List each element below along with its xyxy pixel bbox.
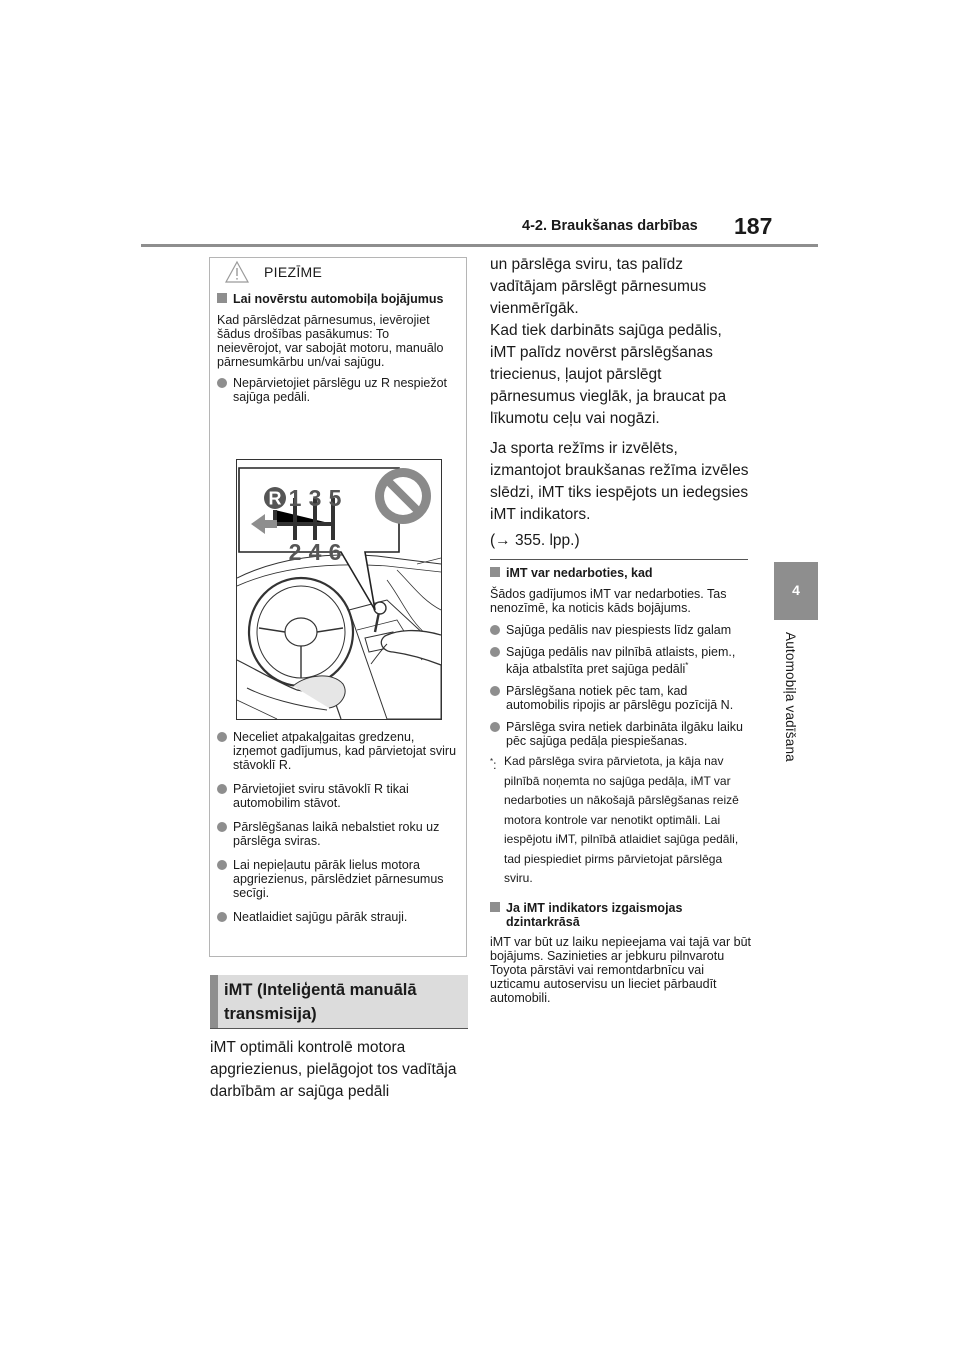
footnote-mark: * (490, 757, 494, 767)
list-item: Pārslēgšana notiek pēc tam, kad automobilis ripojis ar pārslēgu pozīcijā N. (490, 684, 752, 712)
chapter-tab-number: 4 (792, 582, 800, 598)
amber-indicator-body: iMT var būt uz laiku nepieejama vai tajā var būt bojājums. Sazinieties ar jebkuru pilnvarotu Toyota pārstāvi vai remontdarbnīcu vai uzticamu autoservisu un lieciet pārbaudīt automobili. (490, 934, 752, 1005)
notice-bullet: Nepārvietojiet pārslēgu uz R nespiežot sajūga pedāli. (217, 376, 457, 404)
square-bullet-icon (490, 902, 500, 912)
subsection-heading: iMT var nedarboties, kad (490, 566, 752, 580)
notice-bullet: Lai nepieļautu pārāk lielus motora apgriezienus, pārslēdziet pārnesumus secīgi. (217, 858, 459, 900)
gear-label-5: 5 (328, 485, 342, 511)
gear-shift-illustration (236, 459, 442, 720)
circle-bullet-icon (490, 647, 500, 657)
circle-bullet-icon (490, 686, 500, 696)
gear-label-2: 2 (288, 539, 302, 565)
notice-header (210, 258, 466, 288)
gear-label-1: 1 (288, 485, 302, 511)
section-body-sport-mode: Ja sporta režīms ir izvēlēts, izmantojot braukšanas režīma izvēles slēdzi, iMT tiks iespējots un iedegsies iMT indikators. (490, 440, 749, 523)
header-divider (141, 244, 818, 247)
section-body-continued: un pārslēga sviru, tas palīdz vadītājam pārslēgt pārnesumus vienmērīgāk. (490, 256, 707, 317)
circle-bullet-icon (217, 912, 227, 922)
notice-subheading: Lai novērstu automobiļa bojājumus (217, 292, 457, 306)
list-item: Pārslēga svira netiek darbināta ilgāku laiku pēc sajūga pedāļa piespiešanas. (490, 720, 752, 748)
gear-shift-drawing (237, 460, 441, 719)
notice-bullet: Neceliet atpakaļgaitas gredzenu, izņemot gadījumus, kad pārvietojat sviru stāvoklī R. (217, 730, 459, 772)
section-title: iMT (Inteliģentā manuālā transmisija) (224, 981, 417, 1023)
notice-bullet: Pārslēgšanas laikā nebalstiet roku uz pārslēga sviras. (217, 820, 459, 848)
section-header: 4-2. Braukšanas darbības (522, 218, 698, 234)
circle-bullet-icon (217, 822, 227, 832)
chapter-tab-label: Automobiļa vadīšana (783, 632, 798, 762)
notice-bullet: Pārvietojiet sviru stāvoklī R tikai automobilim stāvot. (217, 782, 459, 810)
square-bullet-icon (490, 567, 500, 577)
square-bullet-icon (217, 293, 227, 303)
footnote: *: Kad pārslēga svira pārvietota, ja kāja nav pilnībā noņemta no sajūga pedāļa, iMT var nedarboties un nākošajā pārslēgšanas reizē motora kontrole var nenotikt optimāli. Lai iespējotu iMT, pilnībā atlaidiet sajūga pedāli, tad piespiediet pirms pārvietojat pārslēga sviru. (490, 754, 739, 886)
subsection-intro: Šādos gadījumos iMT var nedarboties. Tas nenozīmē, ka noticis kāds bojājums. (490, 587, 727, 615)
subsection-heading: Ja iMT indikators izgaismojas dzintarkrāsā (490, 901, 752, 929)
circle-bullet-icon (217, 860, 227, 870)
page-number: 187 (734, 213, 773, 239)
section-body-left: iMT optimāli kontrolē motora apgriezienus, pielāgojot tos vadītāja darbībām ar sajūga pedāli (210, 1039, 457, 1100)
prohibition-icon (375, 468, 431, 524)
chapter-tab (774, 562, 818, 620)
gear-label-r: R (268, 488, 282, 509)
notice-title: PIEZĪME (264, 264, 323, 280)
circle-bullet-icon (217, 732, 227, 742)
circle-bullet-icon (217, 378, 227, 388)
page-reference: (→ 355. lpp.) (490, 532, 580, 549)
arrow-right-icon: → (495, 532, 511, 549)
section-heading-bar (210, 975, 218, 1029)
circle-bullet-icon (490, 625, 500, 635)
list-item: Sajūga pedālis nav pilnībā atlaists, piem., kāja atbalstīta pret sajūga pedāli* (490, 645, 752, 676)
subsection-divider (490, 559, 748, 560)
circle-bullet-icon (217, 784, 227, 794)
notice-bullet: Neatlaidiet sajūgu pārāk strauji. (217, 910, 459, 924)
gear-label-3: 3 (308, 485, 322, 511)
section-divider (210, 1028, 468, 1029)
notice-box (209, 257, 467, 957)
gear-label-6: 6 (328, 539, 342, 565)
warning-triangle-icon (224, 260, 250, 289)
section-heading-box (210, 975, 468, 1029)
section-body-clutch: Kad tiek darbināts sajūga pedālis, iMT palīdz novērst pārslēgšanas triecienus, ļaujot pārslēgt pārnesumus vieglāk, ja braucat pa līkumotu ceļu vai nogāzi. (490, 322, 727, 427)
list-item: Sajūga pedālis nav piespiests līdz galam (490, 623, 752, 637)
notice-intro: Kad pārslēdzat pārnesumus, ievērojiet šādus drošības pasākumus: To neievērojot, var sabojāt motoru, manuālo pārnesumkārbu un/vai sajūgu. (217, 313, 444, 369)
circle-bullet-icon (490, 722, 500, 732)
gear-label-4: 4 (308, 539, 322, 565)
